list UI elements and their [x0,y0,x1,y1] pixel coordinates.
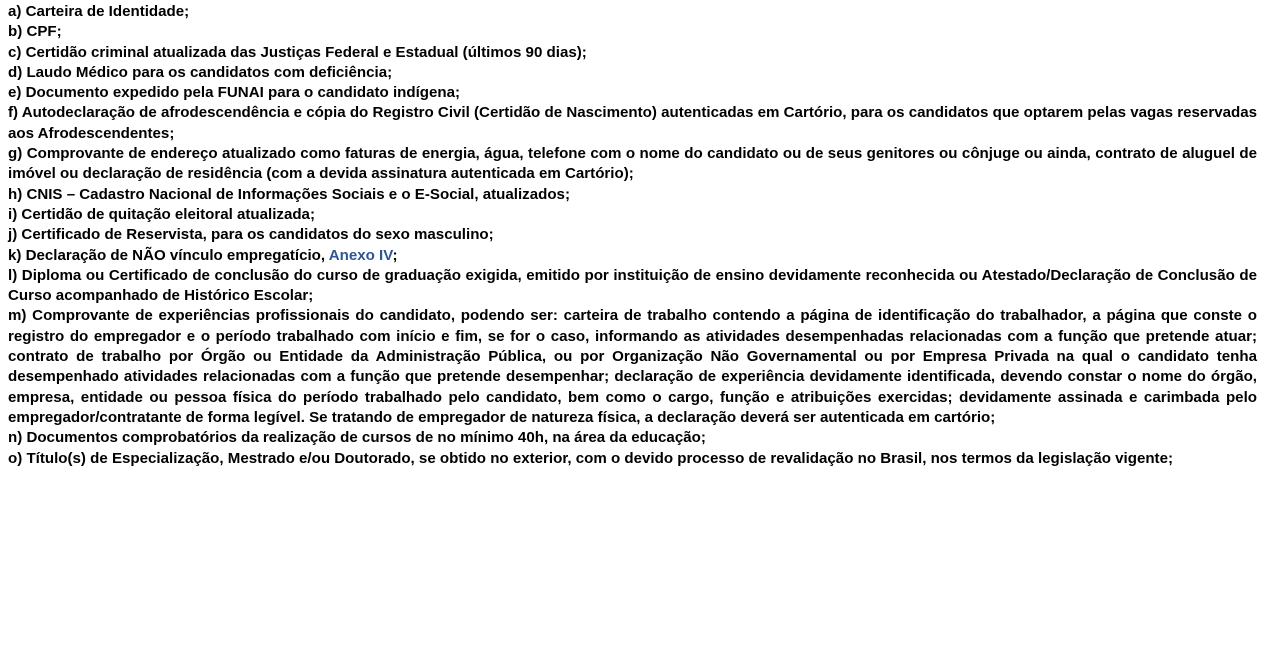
list-item-c: c) Certidão criminal atualizada das Justiças Federal e Estadual (últimos 90 dias); [8,43,587,61]
list-item-k-text: k) Declaração de NÃO vínculo empregatício, [8,246,329,264]
list-item-k-suffix: ; [392,246,398,264]
list-item-b: b) CPF; [8,23,62,41]
list-item-j: j) Certificado de Reservista, para os candidatos do sexo masculino; [8,226,494,244]
list-item-d: d) Laudo Médico para os candidatos com deficiência; [8,63,393,81]
list-item-o: o) Título(s) de Especialização, Mestrado e/ou Doutorado, se obtido no exterior, com o devido processo de revalidação no Brasil, nos termos da legislação vigente; [8,449,1174,467]
list-item-a: a) Carteira de Identidade; [8,3,190,20]
list-item-m: m) Comprovante de experiências profissionais do candidato, podendo ser: carteira de trabalho contendo a página de identificação do trabalhador, a página que conste o registro do empregador e o período trabalhado com início e fim, se for o caso, informando as atividades desempenhadas relacionadas com a função que pretende atuar; contrato de trabalho por Órgão ou Entidade da Administração Pública, ou por Organização Não Governamental ou por Empresa Privada na qual o candidato tenha desempenhado atividades relacionadas com a função que pretende desempenhar; declaração de experiência devidamente identificada, devendo constar o nome do órgão, empresa, entidade ou pessoa física do período trabalhado pelo candidato, bem como o cargo, função e atribuições exercidas; devidamente assinada e carimbada pelo empregador/contratante de forma legível. Se tratando de empregador de natureza física, a declaração deverá ser autenticada em cartório; [8,307,1257,426]
list-item-g: g) Comprovante de endereço atualizado como faturas de energia, água, telefone com o nome do candidato ou de seus genitores ou cônjuge ou ainda, contrato de aluguel de imóvel ou declaração de residência (com a devida assinatura autenticada em Cartório); [8,145,1257,183]
list-item-f: f) Autodeclaração de afrodescendência e cópia do Registro Civil (Certidão de Nascimento) autenticadas em Cartório, para os candidatos que optarem pelas vagas reservadas aos Afrodescendentes; [8,104,1257,142]
list-item-n: n) Documentos comprobatórios da realização de cursos de no mínimo 40h, na área da educação; [8,429,706,447]
list-item-e: e) Documento expedido pela FUNAI para o candidato indígena; [8,84,461,102]
annex-iv-link[interactable]: Anexo IV [328,246,393,264]
list-item-l: l) Diploma ou Certificado de conclusão do curso de graduação exigida, emitido por instituição de ensino devidamente reconhecida ou Atestado/Declaração de Conclusão de Curso acompanhado de Histórico Escolar; [8,266,1257,305]
list-item-k [8,246,1257,266]
list-item-i: i) Certidão de quitação eleitoral atualizada; [8,205,315,223]
list-item-h: h) CNIS – Cadastro Nacional de Informações Sociais e o E-Social, atualizados; [8,185,570,203]
